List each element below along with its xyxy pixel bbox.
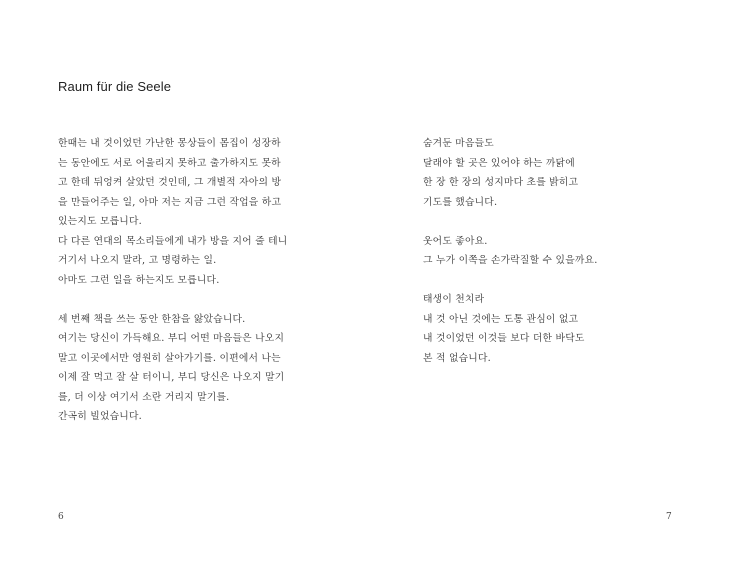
- chapter-title: Raum für die Seele: [58, 79, 172, 94]
- text-line: 내 것 아닌 것에는 도통 관심이 없고: [423, 313, 579, 325]
- text-line: 웃어도 좋아요.: [423, 235, 488, 247]
- text-line: 간곡히 빌었습니다.: [58, 411, 142, 422]
- text-line: 태생이 천치라: [423, 294, 485, 305]
- text-line: 내 것이었던 이것들 보다 더한 바닥도: [423, 333, 585, 344]
- text-line: 한때는 내 것이었던 가난한 몽상들이 몸집이 성장하: [58, 138, 281, 149]
- text-line: 있는지도 모릅니다.: [58, 216, 142, 227]
- right-body-text: [423, 134, 683, 368]
- text-line: 고 한데 뒤엉켜 살았던 것인데, 그 개별적 자아의 방: [58, 177, 282, 188]
- text-line: 세 번째 책을 쓰는 동안 한참을 앓았습니다.: [58, 313, 246, 325]
- text-line: 한 장 한 장의 성지마다 초를 밝히고: [423, 177, 579, 188]
- text-line: 다 다른 연대의 목소리들에게 내가 방을 지어 줄 테니: [58, 235, 288, 247]
- page-number: 7: [666, 512, 672, 522]
- text-line: 기도를 했습니다.: [423, 196, 498, 208]
- page-number: 6: [58, 512, 64, 522]
- text-line: 여기는 당신이 가득해요. 부디 어떤 마음들은 나오지: [58, 333, 285, 344]
- text-line: 말고 이곳에서만 영원히 살아가기를. 이편에서 나는: [58, 352, 281, 364]
- text-line: 을 만들어주는 일, 아마 저는 지금 그런 작업을 하고: [58, 196, 282, 208]
- text-line: 본 적 없습니다.: [423, 352, 491, 364]
- text-line: 이제 잘 먹고 잘 살 터이니, 부디 당신은 나오지 말기: [58, 372, 285, 383]
- text-line: 아마도 그런 일을 하는지도 모릅니다.: [58, 274, 220, 286]
- paragraph: [423, 232, 683, 271]
- paragraph: [58, 134, 318, 290]
- text-line: 거기서 나오지 말라, 고 명령하는 일.: [58, 255, 217, 266]
- text-line: 그 누가 이쪽을 손가락질할 수 있을까요.: [423, 255, 598, 266]
- paragraph: [58, 310, 318, 427]
- paragraph: [423, 134, 683, 212]
- text-line: 는 동안에도 서로 어울리지 못하고 출가하지도 못하: [58, 157, 281, 169]
- left-body-text: [58, 134, 318, 427]
- text-line: 를, 더 이상 여기서 소란 거리지 말기를.: [58, 391, 230, 403]
- text-line: 숨겨둔 마음들도: [423, 138, 494, 149]
- paragraph: [423, 290, 683, 368]
- text-line: 달래야 할 곳은 있어야 하는 까닭에: [423, 157, 575, 169]
